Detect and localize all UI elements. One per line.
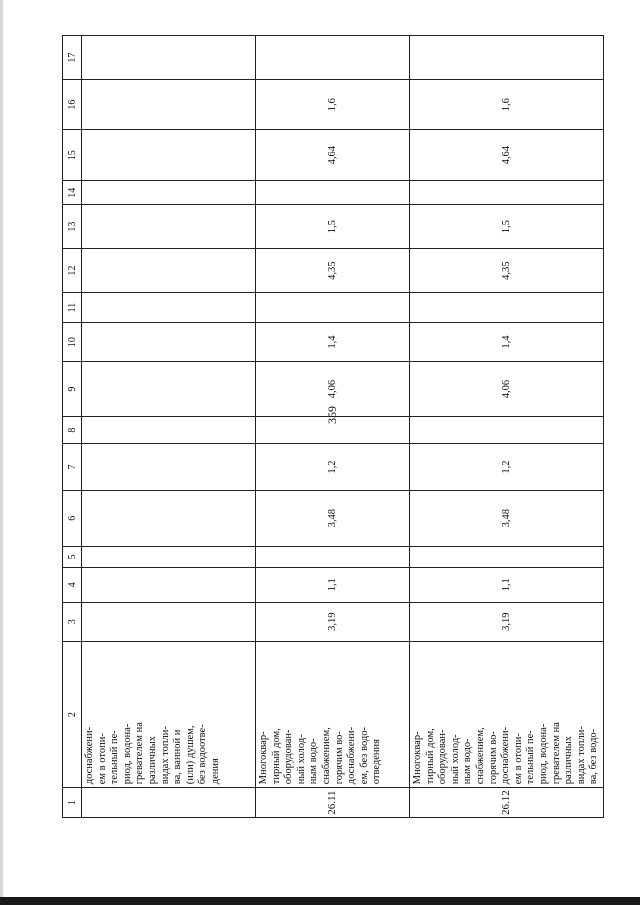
row-number (82, 788, 256, 818)
table-row (256, 36, 410, 818)
table-cell (82, 444, 256, 490)
column-header: 2 (63, 641, 82, 787)
table-cell: 1,4 (256, 322, 410, 361)
table-cell (410, 293, 604, 323)
table-cell: 4,06 (410, 362, 604, 417)
table-cell: 4,06 (256, 362, 410, 417)
table-cell (82, 362, 256, 417)
table-cell (82, 490, 256, 546)
scan-edge (0, 0, 3, 905)
column-header: 6 (63, 490, 82, 546)
table-cell (256, 293, 410, 323)
table-cell: 3,48 (410, 490, 604, 546)
table-cell: 1,4 (410, 322, 604, 361)
table-body (63, 36, 604, 818)
table-cell (82, 205, 256, 249)
row-number: 26.12 (410, 788, 604, 818)
table-cell (82, 36, 256, 80)
table-cell (410, 416, 604, 443)
column-header: 9 (63, 362, 82, 417)
table-cell (256, 416, 410, 443)
table-cell: 3,19 (256, 602, 410, 641)
table-cell (256, 546, 410, 567)
table-cell (410, 181, 604, 205)
table-row (410, 36, 604, 818)
column-header: 8 (63, 416, 82, 443)
table-cell (82, 249, 256, 293)
row-description: доснабжени- ем в отопи- тельный пе- риод, водона- гревателем на различных видах топли- ва, ванной и (или) душем, без водоотве- дения (82, 641, 256, 787)
table-cell (82, 416, 256, 443)
row-description: Многоквар- тирный дом, оборудован- ный холод- ным водо- снабжением, горячим во- доснабжени- ем, без водо- отведения (256, 641, 410, 787)
table-cell: 4,35 (410, 249, 604, 293)
table-cell (410, 36, 604, 80)
column-header: 3 (63, 602, 82, 641)
table-row (82, 36, 256, 818)
table-cell (256, 181, 410, 205)
column-header: 14 (63, 181, 82, 205)
table-cell (82, 322, 256, 361)
column-header: 1 (63, 788, 82, 818)
table-cell (82, 80, 256, 130)
table-cell: 3,19 (410, 602, 604, 641)
row-description: Многоквар- тирный дом, оборудован- ный холод- ным водо- снабжением, горячим во- доснабжени- ем в отопи- тельный пе- риод, водона- гревателем на различных видах топли- ва, без водо- (410, 641, 604, 787)
column-header: 4 (63, 568, 82, 603)
table-cell: 4,35 (256, 249, 410, 293)
table-cell (82, 293, 256, 323)
column-header: 7 (63, 444, 82, 490)
column-header: 10 (63, 322, 82, 361)
column-header: 12 (63, 249, 82, 293)
table-cell (82, 602, 256, 641)
column-header: 5 (63, 546, 82, 567)
table-cell: 1,5 (410, 205, 604, 249)
table-cell (82, 181, 256, 205)
table-cell: 1,2 (256, 444, 410, 490)
column-header: 13 (63, 205, 82, 249)
table-cell (82, 130, 256, 181)
page-number: 359 (325, 406, 339, 424)
table-cell: 1,1 (410, 568, 604, 603)
column-header: 16 (63, 80, 82, 130)
table-cell: 1,1 (256, 568, 410, 603)
table-cell: 1,5 (256, 205, 410, 249)
table-cell: 3,48 (256, 490, 410, 546)
table-cell: 4,64 (256, 130, 410, 181)
table-cell (410, 546, 604, 567)
column-header: 11 (63, 293, 82, 323)
table-cell (82, 546, 256, 567)
scan-border (0, 897, 640, 905)
row-number: 26.11 (256, 788, 410, 818)
table-cell (82, 568, 256, 603)
data-table (62, 35, 604, 818)
table-cell: 4,64 (410, 130, 604, 181)
column-header: 17 (63, 36, 82, 80)
header-row (63, 36, 82, 818)
column-header: 15 (63, 130, 82, 181)
table-cell: 1,6 (410, 80, 604, 130)
table-cell: 1,6 (256, 80, 410, 130)
table-cell (256, 36, 410, 80)
table-cell: 1,2 (410, 444, 604, 490)
